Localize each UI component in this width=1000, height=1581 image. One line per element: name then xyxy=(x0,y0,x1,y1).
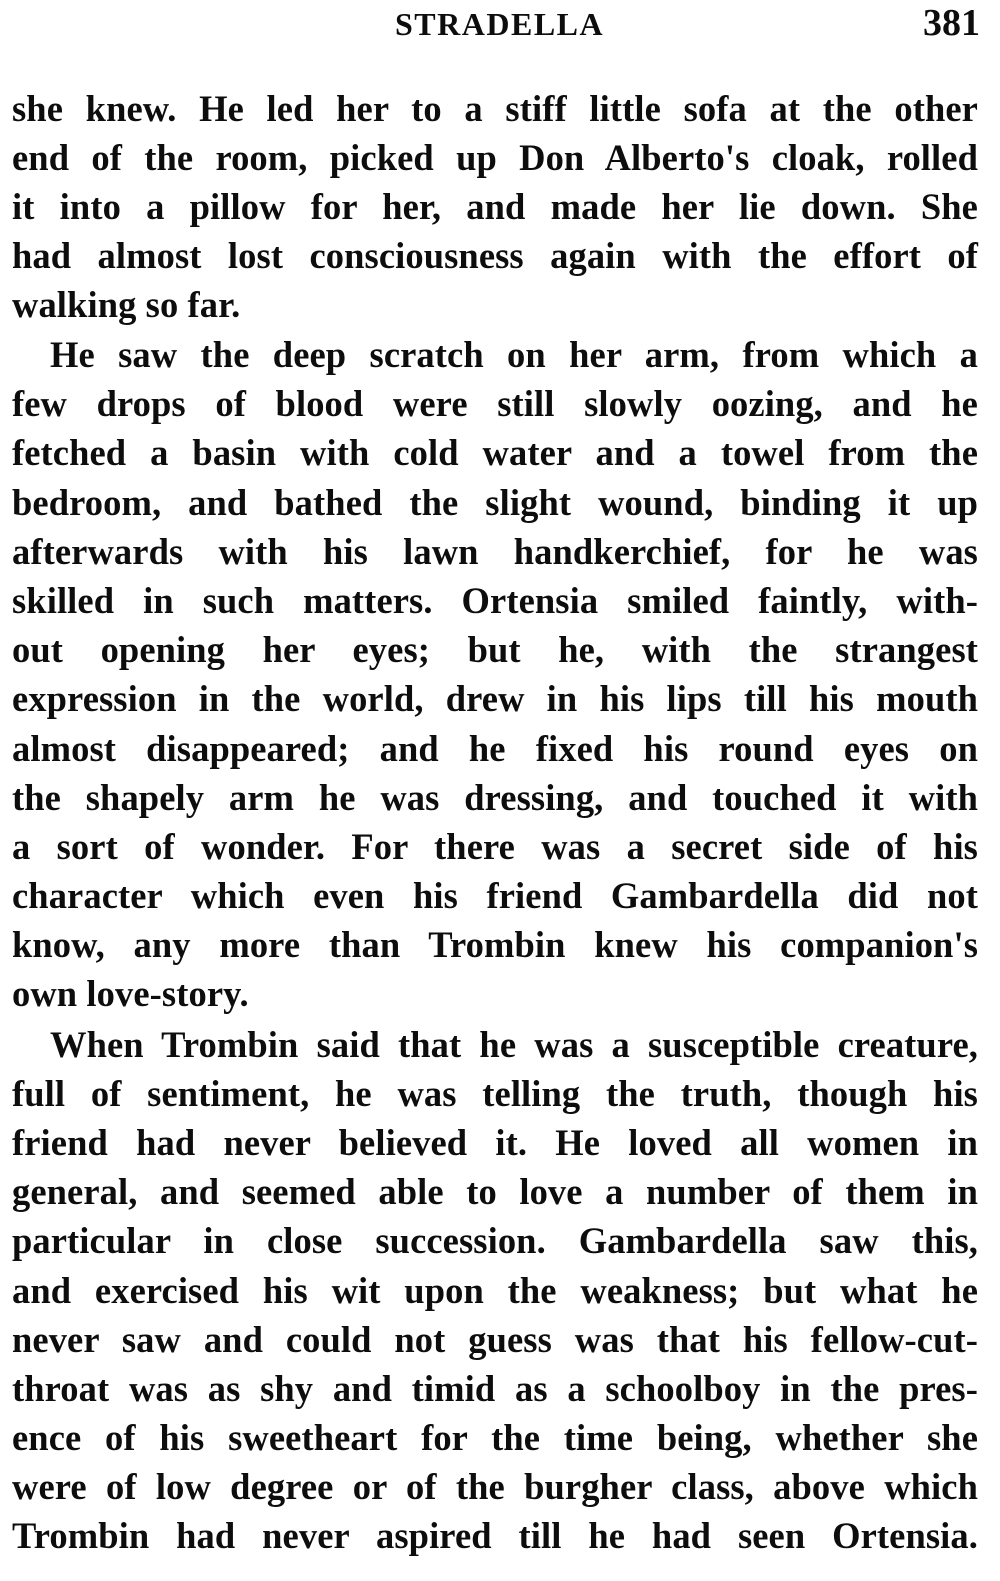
text-line: and exercised his wit upon the weakness; but what he xyxy=(12,1270,978,1311)
text-line: few drops of blood were still slowly oozing, and he xyxy=(12,383,978,424)
text-line: ence of his sweetheart for the time being, whether she xyxy=(12,1417,978,1458)
text-line: afterwards with his lawn handkerchief, for he was xyxy=(12,531,978,572)
text-line: know, any more than Trombin knew his companion's xyxy=(12,924,978,965)
text-line: had almost lost consciousness again with the effort of xyxy=(12,235,978,276)
text-line: expression in the world, drew in his lips till his mouth xyxy=(12,678,978,719)
text-line: walking so far. xyxy=(12,284,241,325)
text-line: bedroom, and bathed the slight wound, binding it up xyxy=(12,482,978,523)
text-line: it into a pillow for her, and made her lie down. She xyxy=(12,186,978,227)
text-line: Trombin had never aspired till he had seen Ortensia. xyxy=(12,1515,978,1556)
text-line: were of low degree or of the burgher class, above which xyxy=(12,1466,978,1507)
text-line: the shapely arm he was dressing, and touched it with xyxy=(12,777,978,818)
text-line: character which even his friend Gambardella did not xyxy=(12,875,978,916)
text-line: end of the room, picked up Don Alberto's cloak, rolled xyxy=(12,137,978,178)
text-line: almost disappeared; and he fixed his round eyes on xyxy=(12,728,978,769)
text-line: she knew. He led her to a stiff little sofa at the other xyxy=(12,88,978,129)
text-line: When Trombin said that he was a susceptible creature, xyxy=(50,1024,978,1065)
text-line: skilled in such matters. Ortensia smiled faintly, with- xyxy=(12,580,978,621)
running-head xyxy=(0,0,1000,56)
text-line: never saw and could not guess was that his fellow-cut- xyxy=(12,1319,978,1360)
page-number: 381 xyxy=(923,2,980,44)
text-line: particular in close succession. Gambardella saw this, xyxy=(12,1220,978,1261)
text-line: out opening her eyes; but he, with the strangest xyxy=(12,629,978,670)
text-line: own love-story. xyxy=(12,973,249,1014)
text-line: full of sentiment, he was telling the truth, though his xyxy=(12,1073,978,1114)
text-line: a sort of wonder. For there was a secret side of his xyxy=(12,826,978,867)
text-line: friend had never believed it. He loved all women in xyxy=(12,1122,978,1163)
text-line: He saw the deep scratch on her arm, from which a xyxy=(50,334,978,375)
text-line: throat was as shy and timid as a schoolboy in the pres- xyxy=(12,1368,978,1409)
running-title: STRADELLA xyxy=(395,6,605,42)
text-line: fetched a basin with cold water and a towel from the xyxy=(12,432,978,473)
text-line: general, and seemed able to love a number of them in xyxy=(12,1171,978,1212)
